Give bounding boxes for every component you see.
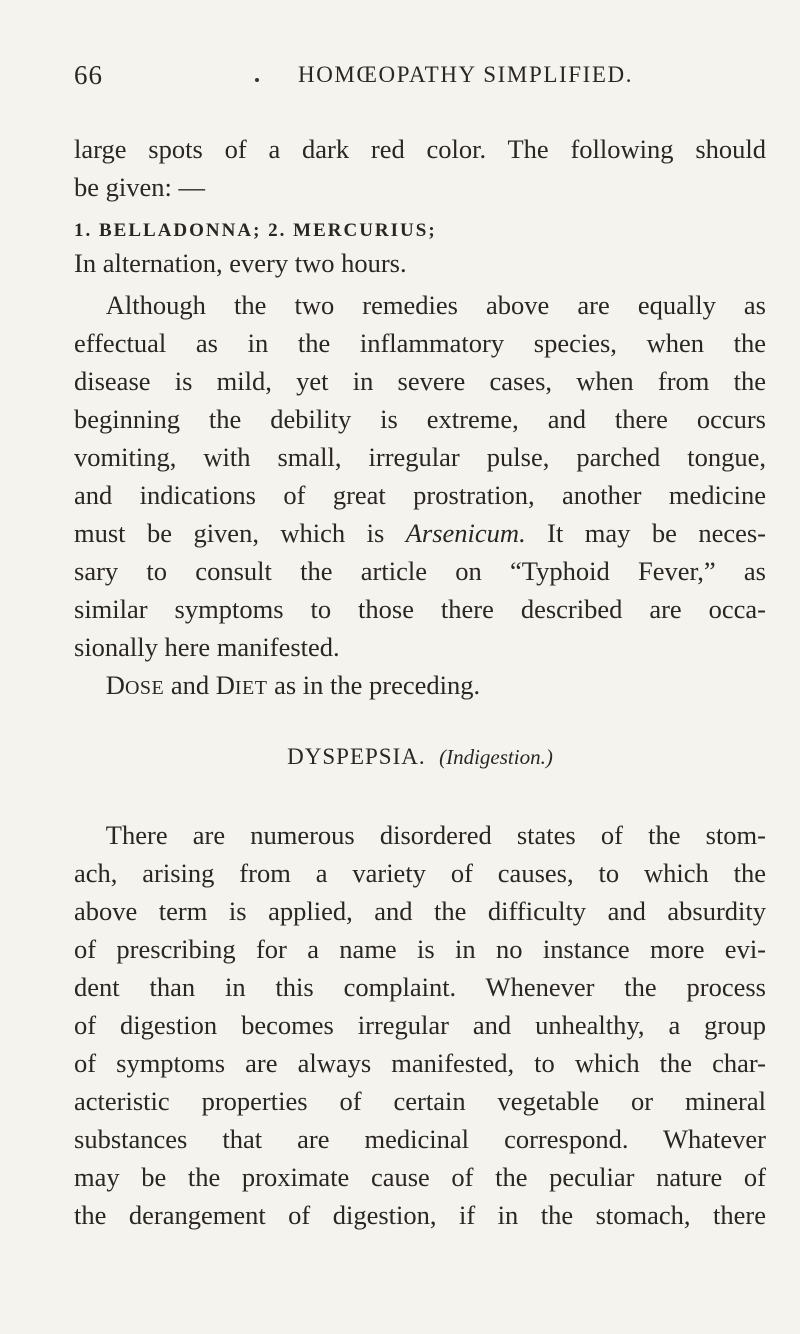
text-line: the derangement of digestion, if in the stomach, there	[74, 1200, 766, 1230]
section-heading	[74, 738, 766, 786]
text-line: beginning the debility is extreme, and there occurs	[74, 404, 766, 434]
text-line: vomiting, with small, irregular pulse, parched tongue,	[74, 442, 766, 472]
header-dot	[255, 78, 259, 82]
text-fragment: It may be neces-	[547, 518, 766, 548]
running-head: HOMŒOPATHY SIMPLIFIED.	[298, 62, 634, 87]
text-line: of digestion becomes irregular and unhealthy, a group	[74, 1010, 766, 1040]
section-title: DYSPEPSIA.	[287, 744, 426, 769]
text-line: sary to consult the article on “Typhoid Fever,” as	[74, 556, 766, 586]
text-fragment: as in the preceding.	[274, 670, 481, 700]
small-caps-rest: IET	[234, 677, 268, 699]
text-line: similar symptoms to those there described are occa-	[74, 594, 766, 624]
text-line: substances that are medicinal correspond. Whatever	[74, 1124, 766, 1154]
remedy-name-italic: Arsenicum.	[405, 518, 526, 548]
text-line: be given: —	[74, 172, 205, 202]
section-subtitle: (Indigestion.)	[439, 745, 553, 769]
dose-diet-line	[74, 666, 766, 704]
page-number: 66	[74, 60, 103, 90]
text-line: disease is mild, yet in severe cases, when from the	[74, 366, 766, 396]
small-caps-rest: OSE	[124, 677, 165, 699]
text-line: of symptoms are always manifested, to which the char-	[74, 1048, 766, 1078]
small-caps-initial: D	[215, 670, 235, 700]
text-line: ach, arising from a variety of causes, to which the	[74, 858, 766, 888]
text-line: dent than in this complaint. Whenever the process	[74, 972, 766, 1002]
text-line-arsenicum	[74, 514, 766, 552]
text-fragment: and	[170, 670, 210, 700]
text-line: Although the two remedies above are equally as	[105, 290, 766, 320]
text-line: and indications of great prostration, another medicine	[74, 480, 766, 510]
text-line: effectual as in the inflammatory species, when the	[74, 328, 766, 358]
remedy-list: 1. BELLADONNA; 2. MERCURIUS;	[74, 220, 437, 241]
page-header	[74, 60, 764, 100]
text-line: There are numerous disordered states of the stom-	[105, 820, 766, 850]
text-line: above term is applied, and the difficulty and absurdity	[74, 896, 766, 926]
body-text	[74, 130, 766, 1234]
text-line: may be the proximate cause of the peculiar nature of	[74, 1162, 766, 1192]
text-fragment: must be given, which is	[74, 518, 385, 548]
text-line: acteristic properties of certain vegetable or mineral	[74, 1086, 766, 1116]
text-line: sionally here manifested.	[74, 632, 340, 662]
text-line: of prescribing for a name is in no instance more evi-	[74, 934, 766, 964]
text-line: large spots of a dark red color. The following should	[74, 134, 766, 164]
text-line: In alternation, every two hours.	[74, 248, 407, 278]
small-caps-initial: D	[105, 670, 125, 700]
